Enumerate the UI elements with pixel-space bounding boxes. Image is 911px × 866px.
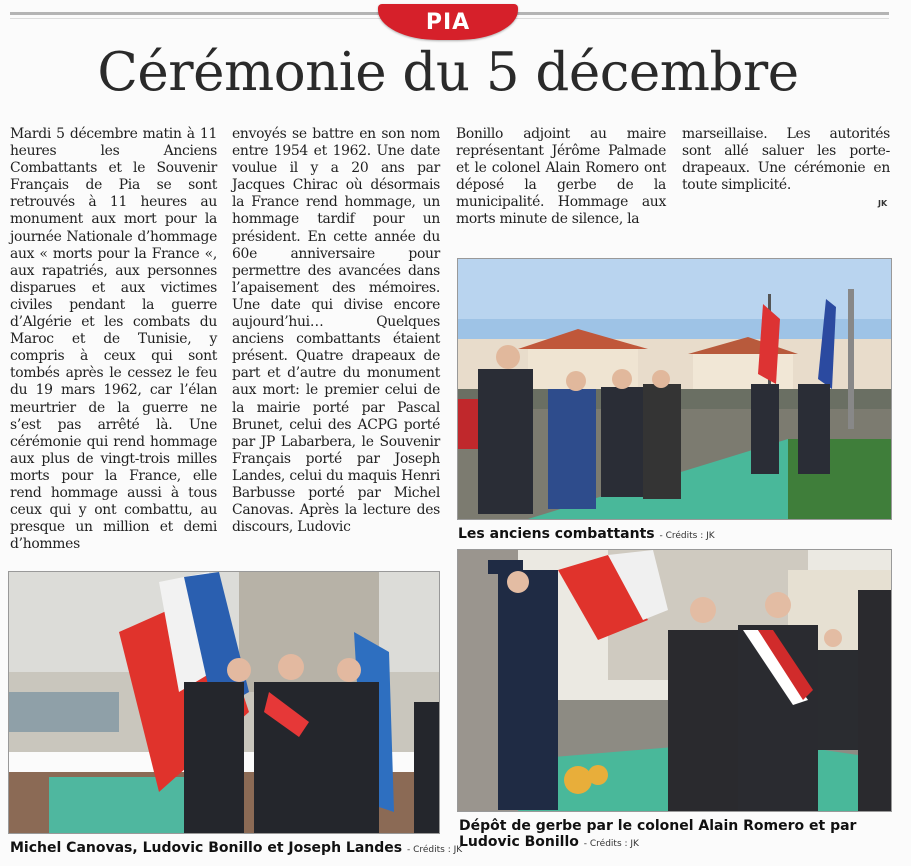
- photo-caption-2: [10, 840, 462, 858]
- article-column-4: marseillaise. Les autorités sont allé saluer les porte-drapeaux. Une cérémonie en toute simplicité.: [682, 126, 890, 194]
- article-column-3: Bonillo adjoint au maire représentant Jérôme Palmade et le colonel Alain Romero ont déposé la gerbe de la municipalité. Hommage aux morts minute de silence, la: [456, 126, 666, 228]
- article-column-2: envoyés se battre en son nom entre 1954 et 1962. Une date voulue il y a 20 ans par Jacques Chirac où désormais la France rend hommage, un hommage tardif pour un président. En cette année du 60e anniversaire pour permettre des avancées dans l’apaisement des mémoires. Une date qui divise encore aujourd’hui… Quelques anciens combattants étaient présent. Quatre drapeaux de part et d’autre du monument aux mort: le premier celui de la mairie porté par Pascal Brunet, celui des ACPG porté par JP Labarbera, le Souvenir Français porté par Joseph Landes, celui du maquis Henri Barbusse porté par Michel Canovas. Après la lecture des discours, Ludovic: [232, 126, 440, 536]
- photo-depot-de-gerbe: [457, 549, 892, 812]
- caption-credit: - Crédits : JK: [406, 845, 463, 855]
- caption-text: Michel Canovas, Ludovic Bonillo et Joseph Landes: [10, 840, 403, 856]
- caption-credit: - Crédits : JK: [659, 531, 715, 541]
- article-column-1: Mardi 5 décembre matin à 11 heures les Anciens Combattants et le Souvenir Français de Pia se sont retrouvés à 11 heures au monument aux mort pour la journée Nationale d’hommage aux « morts pour la France «, aux rapatriés, aux personnes disparues et aux victimes civiles pendant la guerre d’Algérie et les combats du Maroc et de Tunisie, y compris à ceux qui sont tombés après le cessez le feu du 19 mars 1962, car l’élan meurtrier de la guerre ne s’est pas arrêté là. Une cérémonie qui rend hommage aux plus de vingt-trois milles morts pour la France, elle rend hommage aussi à tous ceux qui y ont combattu, au presque un million et demi d’hommes: [10, 126, 217, 553]
- photo-anciens-combattants: [457, 258, 892, 520]
- photo-caption-3: [459, 818, 899, 852]
- caption-text: Dépôt de gerbe par le colonel Alain Romero et par Ludovic Bonillo: [459, 818, 857, 850]
- photo-caption-1: [458, 526, 715, 544]
- section-tag: PIA: [378, 4, 518, 40]
- caption-text: Les anciens combattants: [458, 526, 655, 542]
- article-title: Cérémonie du 5 décembre: [97, 42, 799, 103]
- author-signature: JK: [878, 199, 888, 208]
- caption-credit: - Crédits : JK: [583, 839, 639, 849]
- photo-porte-drapeaux: [8, 571, 440, 834]
